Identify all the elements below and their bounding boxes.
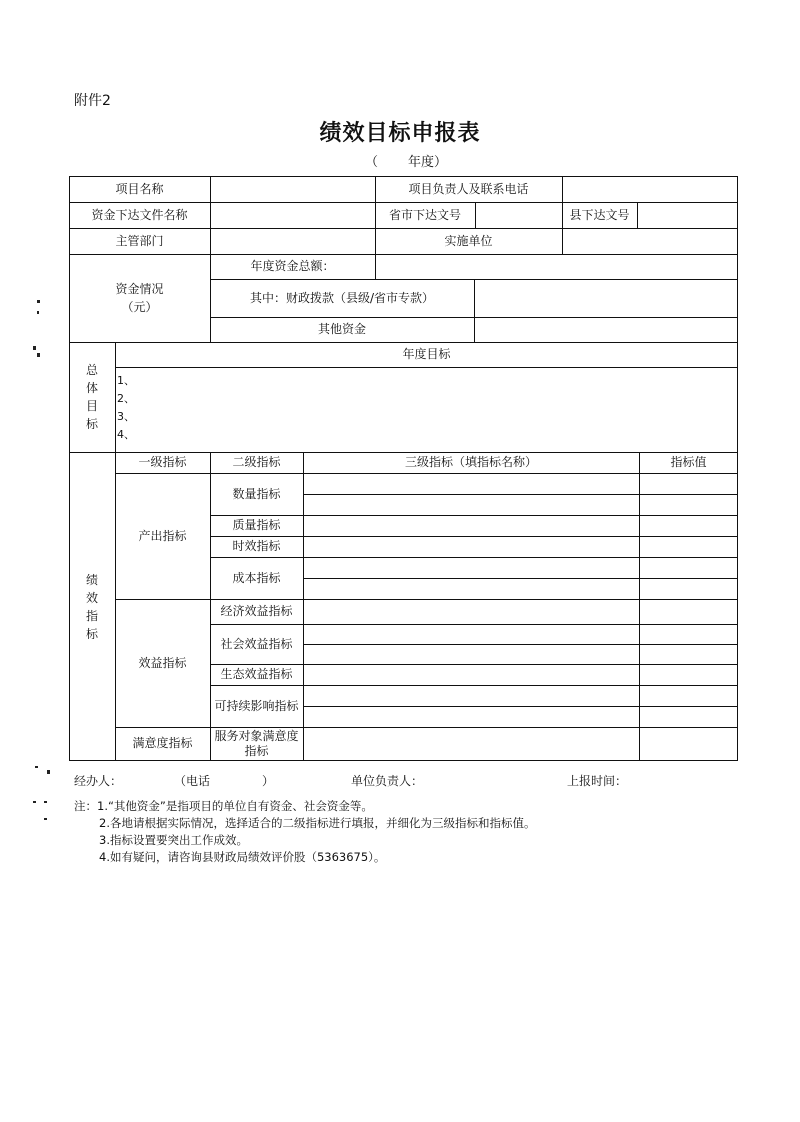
dept-field[interactable] (211, 229, 375, 254)
timeliness-indicators: 时效指标 (232, 539, 281, 553)
other-funds-label: 其他资金 (317, 322, 366, 336)
doc-name-field[interactable] (211, 203, 375, 228)
scan-speck (33, 346, 36, 350)
quality-indicators: 质量指标 (232, 518, 281, 532)
prov-doc-no-field[interactable] (476, 203, 562, 228)
goal-item: 1、 (117, 374, 135, 387)
quantity-indicators: 数量指标 (232, 486, 281, 501)
fund-label: 资金情况 (115, 282, 164, 296)
attachment-label: 附件2 (74, 93, 111, 109)
goal-list[interactable] (117, 372, 135, 444)
scan-speck (37, 311, 39, 314)
county-doc-no-field[interactable] (638, 203, 737, 228)
impl-unit-label: 实施单位 (444, 233, 493, 248)
performance-indicators-label: 绩 效 指 标 (85, 572, 98, 641)
goal-item: 2、 (117, 392, 135, 405)
project-name-label: 项目名称 (115, 181, 164, 196)
col-indicator-value: 指标值 (670, 455, 707, 469)
project-name-field[interactable] (211, 177, 375, 202)
performance-form-table (69, 176, 738, 761)
benefit-indicators: 效益指标 (138, 655, 187, 670)
annual-total-label: 年度资金总额： (250, 259, 335, 273)
prov-doc-no-label: 省市下达文号 (388, 207, 461, 222)
county-doc-no-label: 县下达文号 (569, 207, 630, 222)
footer-signature-line (74, 772, 754, 788)
goal-item: 4、 (117, 428, 135, 441)
notes-prefix: 注： (74, 799, 97, 813)
dept-label: 主管部门 (115, 233, 164, 248)
leader-phone-field[interactable] (563, 177, 737, 202)
notes (74, 798, 535, 866)
report-time-label: 上报时间： (567, 774, 628, 788)
satisfaction-indicators: 满意度指标 (132, 736, 193, 750)
page-title: 绩效目标申报表 (319, 121, 481, 146)
scan-speck (47, 770, 50, 774)
note-item: 2.各地请根据实际情况，选择适合的二级指标进行填报，并细化为三级指标和指标值。 (99, 816, 536, 830)
cost-indicators: 成本指标 (232, 570, 281, 585)
year-paren-open: （ (365, 155, 379, 170)
scan-speck (37, 353, 40, 357)
overall-goal-label: 总 体 目 标 (85, 363, 98, 431)
handler-label: 经办人： (74, 774, 123, 788)
economic-benefit-indicators: 经济效益指标 (220, 604, 293, 618)
scan-speck (44, 818, 47, 820)
fund-unit: （元） (121, 300, 158, 314)
scan-speck (37, 300, 40, 303)
leader-phone-label: 项目负责人及联系电话 (408, 181, 529, 196)
year-label: 年度） (408, 155, 448, 170)
ecological-benefit-indicators: 生态效益指标 (220, 667, 293, 681)
unit-leader-label: 单位负责人： (351, 774, 424, 788)
sustainable-impact-indicators: 可持续影响指标 (214, 698, 299, 713)
phone-label: （电话 (174, 774, 211, 788)
annual-total-field[interactable] (376, 255, 737, 279)
col-second-level: 二级指标 (232, 455, 281, 469)
scan-speck (44, 801, 47, 803)
phone-close: ） (262, 774, 275, 788)
impl-unit-field[interactable] (563, 229, 737, 254)
scan-speck (35, 766, 38, 768)
social-benefit-indicators: 社会效益指标 (220, 636, 293, 651)
doc-name-label: 资金下达文件名称 (91, 207, 188, 222)
fund-info-label (69, 254, 210, 342)
service-satisfaction-indicators: 服务对象满意度指标 (214, 728, 299, 758)
scan-speck (33, 801, 36, 803)
col-third-level: 三级指标（填指标名称） (404, 455, 537, 469)
note-item: 3.指标设置要突出工作成效。 (99, 833, 248, 847)
col-first-level: 一级指标 (138, 455, 187, 469)
fiscal-label: 其中：财政拨款（县级/省市专款） (249, 290, 435, 305)
note-item: 1.“其他资金”是指项目的单位自有资金、社会资金等。 (97, 799, 373, 813)
fiscal-field[interactable] (475, 280, 737, 317)
goal-item: 3、 (117, 410, 135, 423)
other-funds-field[interactable] (475, 318, 737, 342)
note-item: 4.如有疑问，请咨询县财政局绩效评价股（5363675）。 (99, 850, 386, 864)
annual-goal-header: 年度目标 (402, 347, 451, 361)
output-indicators: 产出指标 (138, 528, 187, 543)
